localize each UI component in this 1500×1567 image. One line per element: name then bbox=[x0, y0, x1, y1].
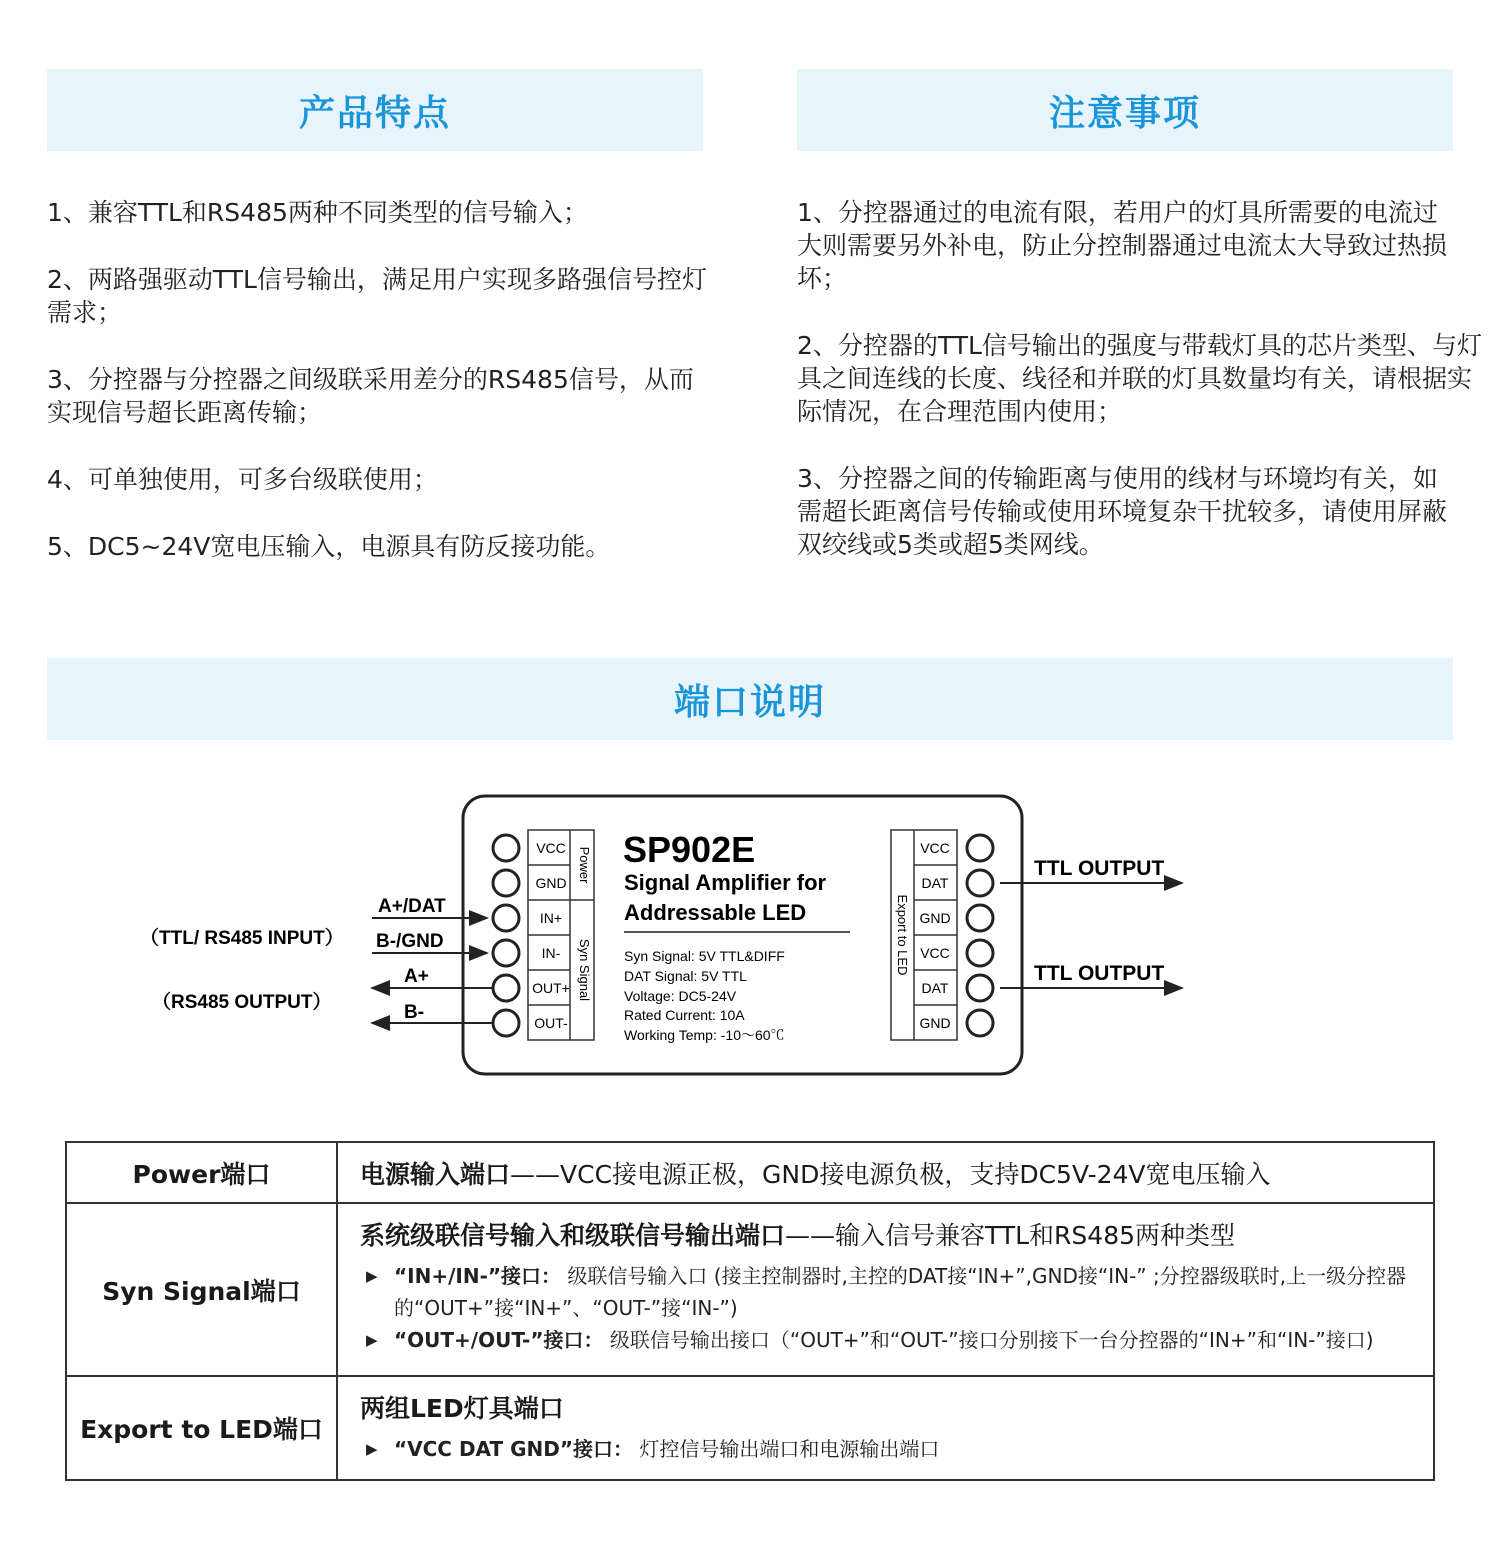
spec-line-2: DAT Signal: 5V TTL bbox=[624, 968, 747, 984]
device-subtitle-2: Addressable LED bbox=[624, 900, 807, 925]
syn-desc-title: 系统级联信号输入和级联信号输出端口 bbox=[360, 1221, 786, 1250]
pin-right-2: DAT bbox=[921, 875, 949, 891]
feature-item: 2、两路强驱动TTL信号输出，满足用户实现多路强信号控灯需求； bbox=[47, 265, 707, 327]
features-list bbox=[47, 196, 707, 597]
pin-right-3: GND bbox=[919, 910, 951, 926]
spec-line-3: Voltage: DC5-24V bbox=[624, 988, 737, 1004]
feature-item: 4、可单独使用，可多台级联使用； bbox=[47, 465, 438, 494]
spec-line-4: Rated Current: 10A bbox=[624, 1007, 745, 1023]
triangle-bullet-icon: ▶ bbox=[366, 1331, 378, 1349]
ports-title: 端口说明 bbox=[673, 681, 826, 723]
export-bullet-text: 灯控信号输出端口和电源输出端口 bbox=[639, 1437, 940, 1461]
syn-group-label: Syn Signal bbox=[577, 938, 592, 1002]
syn-bullet-in bbox=[360, 1260, 1413, 1324]
pin-left-4: IN- bbox=[541, 945, 561, 961]
table-row bbox=[66, 1203, 1434, 1376]
pin-left-5: OUT+ bbox=[532, 980, 570, 996]
device-diagram bbox=[140, 790, 1200, 1085]
pin-right-4: VCC bbox=[920, 945, 950, 961]
pin-left-3: IN+ bbox=[539, 910, 563, 926]
wire-label-a-dat: A+/DAT bbox=[378, 896, 446, 917]
spec-line-5: Working Temp: -10～60℃ bbox=[624, 1027, 785, 1043]
pin-right-5: DAT bbox=[921, 980, 949, 996]
syn-bullet-in-text: 级联信号输入口 (接主控制器时,主控的DAT接“IN+”,GND接“IN-” ;分控器级联时,上一级分控器的“OUT+”接“IN+”、“OUT-”接“IN-”) bbox=[394, 1264, 1407, 1320]
pin-left-6: OUT- bbox=[534, 1015, 568, 1031]
ttl-output-label-1: TTL OUTPUT bbox=[1034, 857, 1165, 880]
device-subtitle-1: Signal Amplifier for bbox=[624, 870, 827, 895]
wire-label-b: B- bbox=[404, 1002, 425, 1023]
export-bullet-title: “VCC DAT GND”接口： bbox=[394, 1437, 633, 1461]
power-port-desc bbox=[337, 1142, 1434, 1203]
export-port-desc bbox=[337, 1376, 1434, 1480]
note-item: 2、分控器的TTL信号输出的强度与带载灯具的芯片类型、与灯具之间连线的长度、线径和并联的灯具数量均有关，请根据实际情况，在合理范围内使用； bbox=[797, 331, 1482, 426]
features-title: 产品特点 bbox=[298, 92, 451, 134]
model-name: SP902E bbox=[623, 829, 756, 870]
ports-header bbox=[47, 658, 1453, 740]
note-item: 3、分控器之间的传输距离与使用的线材与环境均有关，如需超长距离信号传输或使用环境复杂干扰较多，请使用屏蔽双绞线或5类或超5类网线。 bbox=[797, 464, 1448, 559]
table-row bbox=[66, 1142, 1434, 1203]
export-group-label: Export to LED bbox=[895, 894, 910, 976]
triangle-bullet-icon: ▶ bbox=[366, 1267, 378, 1285]
power-desc-title: 电源输入端口 bbox=[360, 1159, 511, 1189]
wire-label-b-gnd: B-/GND bbox=[376, 931, 444, 952]
syn-port-desc bbox=[337, 1203, 1434, 1376]
syn-desc-text: ——输入信号兼容TTL和RS485两种类型 bbox=[785, 1221, 1236, 1250]
feature-item: 3、分控器与分控器之间级联采用差分的RS485信号，从而实现信号超长距离传输； bbox=[47, 365, 694, 427]
export-port-label: Export to LED端口 bbox=[66, 1376, 337, 1480]
feature-item: 5、DC5~24V宽电压输入，电源具有防反接功能。 bbox=[47, 532, 611, 561]
export-bullet bbox=[360, 1433, 1413, 1465]
power-port-label: Power端口 bbox=[66, 1142, 337, 1203]
pin-right-1: VCC bbox=[920, 840, 950, 856]
syn-bullet-out-title: “OUT+/OUT-”接口： bbox=[394, 1328, 604, 1352]
syn-bullet-out-text: 级联信号输出接口（“OUT+”和“OUT-”接口分别接下一台分控器的“IN+”和“IN-”接口) bbox=[609, 1328, 1374, 1352]
syn-bullet-out bbox=[360, 1324, 1413, 1356]
power-group-label: Power bbox=[577, 846, 592, 884]
notes-list bbox=[797, 196, 1487, 595]
triangle-bullet-icon: ▶ bbox=[366, 1440, 378, 1458]
note-item: 1、分控器通过的电流有限，若用户的灯具所需要的电流过大则需要另外补电，防止分控制器通过电流太大导致过热损坏； bbox=[797, 198, 1448, 293]
feature-item: 1、兼容TTL和RS485两种不同类型的信号输入； bbox=[47, 198, 588, 227]
device-diagram-svg bbox=[140, 790, 1200, 1085]
power-desc-text: ——VCC接电源正极，GND接电源负极，支持DC5V-24V宽电压输入 bbox=[510, 1159, 1271, 1189]
notes-title: 注意事项 bbox=[1048, 92, 1201, 134]
syn-bullet-in-title: “IN+/IN-”接口： bbox=[394, 1264, 562, 1288]
pin-left-2: GND bbox=[535, 875, 567, 891]
output-label: （RS485 OUTPUT） bbox=[152, 992, 332, 1013]
port-description-table bbox=[65, 1141, 1435, 1481]
input-label: （TTL/ RS485 INPUT） bbox=[140, 928, 344, 949]
notes-header bbox=[797, 69, 1453, 151]
ttl-output-label-2: TTL OUTPUT bbox=[1034, 962, 1165, 985]
spec-line-1: Syn Signal: 5V TTL&DIFF bbox=[624, 948, 785, 964]
table-row bbox=[66, 1376, 1434, 1480]
syn-port-label: Syn Signal端口 bbox=[66, 1203, 337, 1376]
features-header bbox=[47, 69, 703, 151]
export-desc-title: 两组LED灯具端口 bbox=[360, 1394, 564, 1423]
pin-left-1: VCC bbox=[536, 840, 566, 856]
wire-label-a: A+ bbox=[404, 966, 429, 987]
pin-right-6: GND bbox=[919, 1015, 951, 1031]
